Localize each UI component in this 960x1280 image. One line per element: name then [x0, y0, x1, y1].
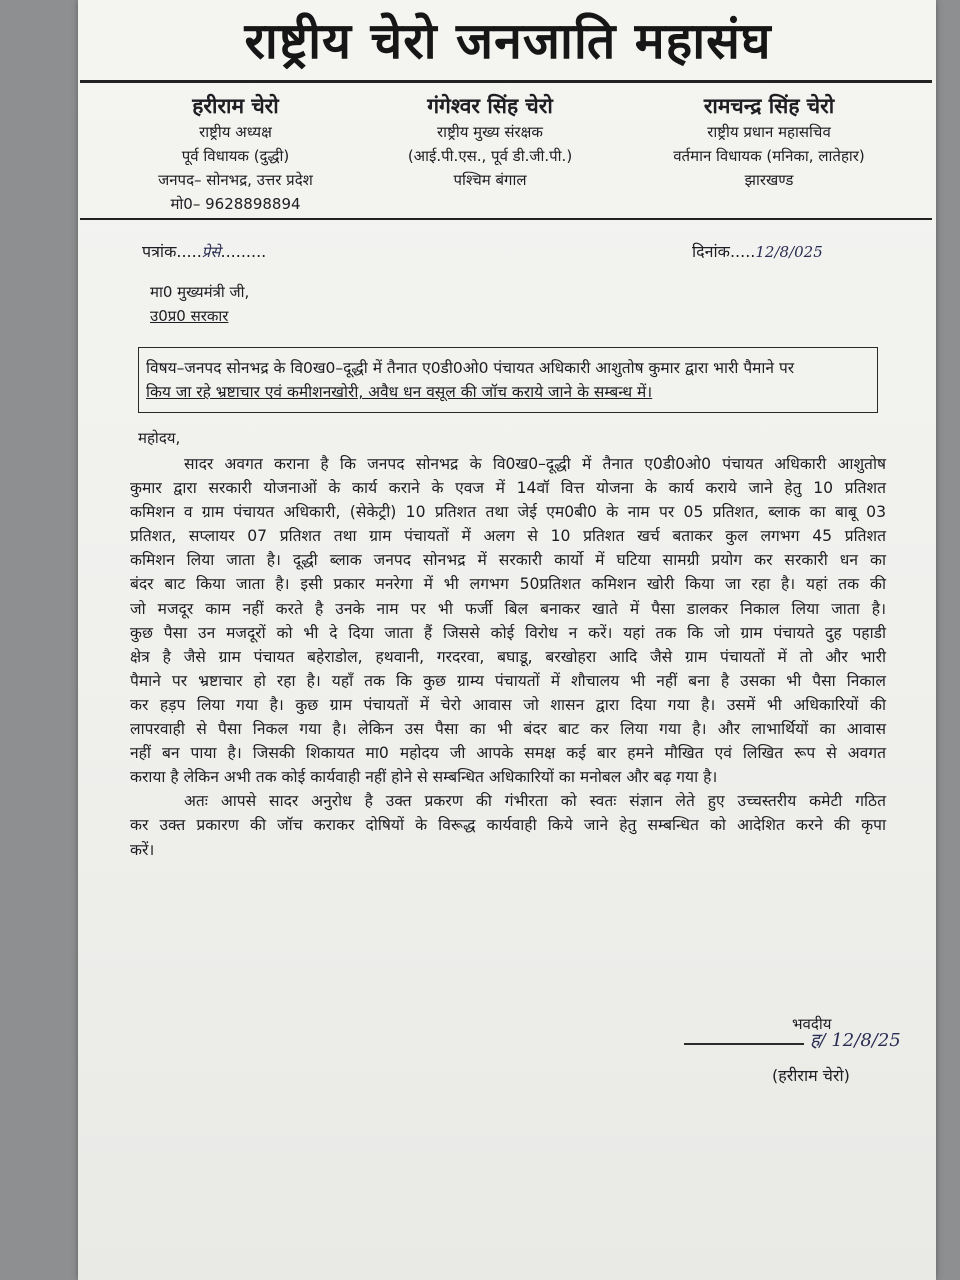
subject-line: किय जा रहे भ्रष्टाचार एवं कमीशनखोरी, अवैध धन वसूल की जॉच कराये जाने के सम्बन्ध में।: [146, 383, 653, 401]
organization-title: राष्ट्रीय चेरो जनजाति महासंघ: [244, 12, 772, 70]
date-value: 12/8/025: [755, 243, 823, 261]
body-line: लापरवाही से पैसा निकल गया है। लेकिन उस पैसा का भी बंदर बाट कर लिया गया है। और लाभार्थियों का आवास: [130, 720, 886, 739]
header-rule: [80, 80, 932, 83]
bearer-detail: (आई.पी.एस., पूर्व डी.जी.पी.): [407, 147, 573, 165]
date-label: दिनांक: [692, 242, 730, 261]
reference-number: पत्रांक.....प्रेसे.........: [142, 242, 267, 261]
body-line: कर हड़प लिया गया है। कुछ ग्राम पंचायतों में चेरो आवास जो शासन द्वारा दिया गया है। उसमें भी अधिकारियों की: [130, 695, 886, 714]
addressee-line: मा0 मुख्यमंत्री जी,: [150, 283, 250, 301]
subject-line: विषय–जनपद सोनभद्र के वि0ख0–दूद्धी में तैनात ए0डी0ओ0 पंचायत अधिकारी आशुतोष कुमार द्वारा भारी पैमाने पर: [146, 359, 795, 377]
body-line: सादर अवगत कराना है कि जनपद सोनभद्र के वि0ख0–दूद्धी में तैनात ए0डी0ओ0 पंचायत अधिकारी आशुतोष: [184, 455, 886, 473]
body-line: प्रतिशत, सप्लायर 07 प्रतिशत तथा ग्राम पंचायतों में अलग से 10 प्रतिशत खर्च बताकर कुल लगभग 45 प्रतिशत: [130, 527, 886, 546]
letter-body: [130, 452, 886, 862]
body-line: नहीं बन पाया है। जिसकी शिकायत मा0 महोदय जी आपके समक्ष कई बार हमने मौखित एवं लिखित रूप से अवगत: [130, 744, 886, 763]
body-line: कमिशन लिया जाता है। दूद्धी ब्लाक जनपद सोनभद्र में सरकारी कार्यो में घटिया सामग्री प्रयोग कर सरकारी धन का: [130, 551, 886, 570]
bearer-designation: राष्ट्रीय प्रधान महासचिव: [707, 123, 831, 141]
body-line: जो मजदूर काम नहीं करते है उनके नाम पर भी फर्जी बिल बनाकर खाते में पैसा डालकर निकाल लिया जाता है।: [130, 599, 886, 618]
body-line: कर उक्त प्रकारण की जॉच कराकर दोषियों के विरूद्ध कार्यवाही किये जाने हेतु सम्बन्धित को आदेशित करने की कृपा: [130, 816, 886, 835]
signatory-name: (हरीराम चेरो): [772, 1066, 850, 1085]
subject-text: [146, 356, 872, 404]
signoff-text: भवदीय: [792, 1015, 832, 1033]
bearer-designation: राष्ट्रीय मुख्य संरक्षक: [437, 123, 543, 141]
body-line: करें।: [130, 840, 155, 859]
body-line: अतः आपसे सादर अनुरोध है उक्त प्रकरण की गंभीरता को स्वतः संज्ञान लेते हुए उच्चस्तरीय कमेटी गठित: [184, 792, 886, 811]
reference-label: पत्रांक: [142, 242, 177, 261]
letterhead-divider: [80, 218, 932, 220]
letter-page: [78, 0, 936, 1280]
body-line: कुमार द्वारा सरकारी योजनाओं के कार्य कराने के एवज में 14वॉ वित्त योजना के कार्य कराये जाने हेतु 10 प्रतिशत: [130, 479, 886, 498]
signature-mark: ह/ 12/8/25: [810, 1030, 901, 1051]
bearer-detail: पूर्व विधायक (दुद्धी): [181, 147, 290, 165]
bearer-designation: राष्ट्रीय अध्यक्ष: [199, 123, 272, 141]
salutation: महोदय,: [138, 429, 181, 447]
body-line: बंदर बाट किया जाता है। इसी प्रकार मनरेगा में भी लगभग 50प्रतिशत कमिशन खोरी किया जा रहा है। यहां तक की: [130, 575, 886, 594]
bearer-detail: वर्तमान विधायक (मनिका, लातेहार): [673, 147, 865, 165]
bearer-address: पश्चिम बंगाल: [453, 171, 527, 189]
bearer-name: हरीराम चेरो: [192, 94, 279, 118]
body-line: क्षेत्र है जैसे ग्राम पंचायत बहेराडोल, हथवानी, गरदरवा, बघाडू, बरखोहरा आदि जैसे ग्राम पंचायतों में तो और भारी: [130, 647, 886, 666]
office-bearer-patron: [370, 92, 610, 192]
bearer-phone: मो0– 9628898894: [170, 195, 301, 213]
bearer-name: रामचन्द्र सिंह चेरो: [703, 94, 835, 118]
bearer-address: झारखण्ड: [744, 171, 794, 189]
bearer-name: गंगेश्वर सिंह चेरो: [427, 94, 553, 118]
body-line: कमिशन व ग्राम पंचायत अधिकारी, (सेकेट्री) 10 प्रतिशत तथा जेई एम0बी0 के नाम पर 05 प्रतिशत, ब्लाक का बाबू 03: [130, 503, 886, 522]
letter-date: दिनांक.....12/8/025: [692, 242, 823, 261]
office-bearer-president: [128, 92, 343, 216]
addressee-line: उ0प्र0 सरकार: [150, 307, 229, 325]
office-bearer-secretary: [634, 92, 904, 192]
reference-value: प्रेसे: [201, 243, 221, 261]
body-line: कुछ पैसा उन मजदूरों को भी दे दिया जाता हैं जिससे कोई विरोध न करें। यहां तक कि जो ग्राम पंचायते दुह पहाडी: [130, 623, 886, 642]
body-line: पैमाने पर भ्रष्टाचार हो रहा है। यहाँ तक कि कुछ ग्राम्य पंचायतों में शौचालय भी नहीं बना है उसका भी पैसा निकाल: [130, 671, 886, 690]
signature-line: [684, 1043, 804, 1045]
body-line: कराया है लेकिन अभी तक कोई कार्यवाही नहीं होने से सम्बन्धित अधिकारियों का मनोबल और बढ़ गया है।: [130, 768, 718, 787]
bearer-address: जनपद– सोनभद्र, उत्तर प्रदेश: [158, 171, 313, 189]
